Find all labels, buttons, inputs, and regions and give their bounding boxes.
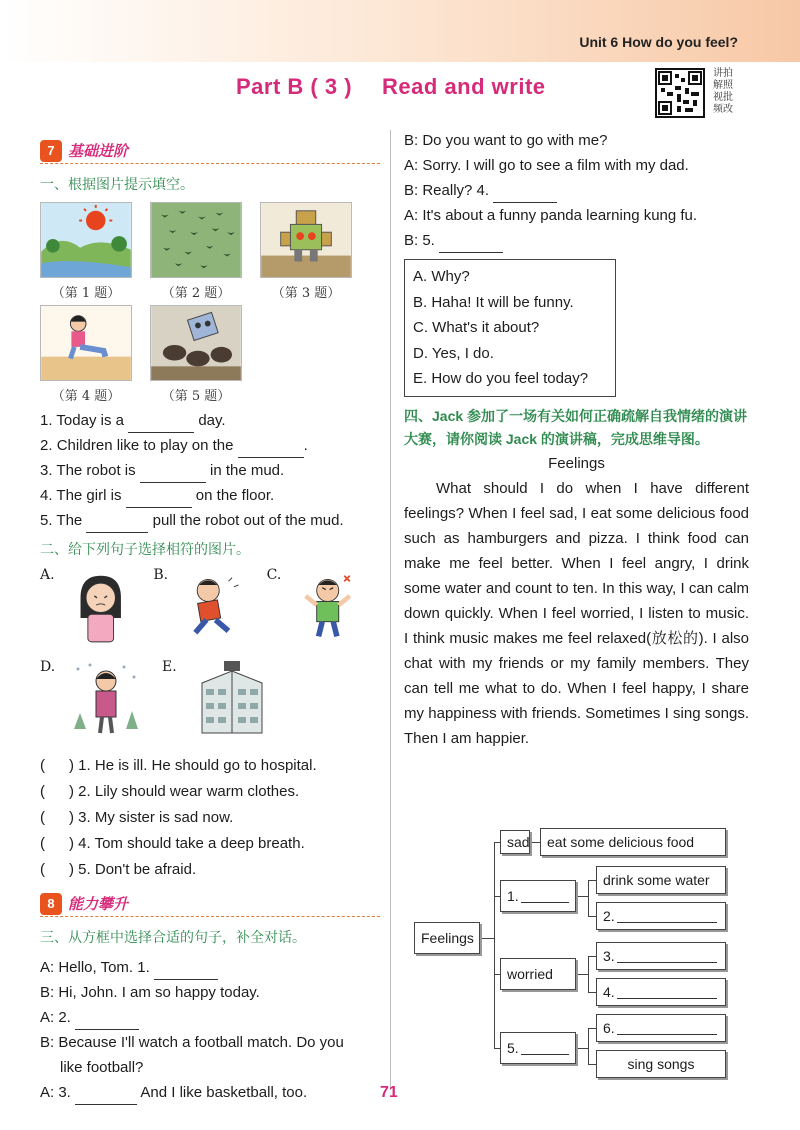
- header-band: [0, 0, 800, 62]
- answer-blank[interactable]: [75, 1012, 139, 1030]
- mm-connector: [588, 1028, 589, 1064]
- girl-sitting-icon: [40, 305, 132, 381]
- q1-caption-4: （第 4 题）: [51, 389, 121, 404]
- option-letter: B.: [153, 567, 169, 583]
- q1-caption-3: （第 3 题）: [271, 286, 341, 301]
- q3-heading: 三、从方框中选择合适的句子，补全对话。: [40, 929, 306, 945]
- q2-heading: 二、给下列句子选择相符的图片。: [40, 541, 250, 557]
- right-column: [404, 128, 749, 751]
- answer-blank[interactable]: [126, 490, 192, 508]
- robot-mud-icon: [260, 202, 352, 278]
- option-item: E. How do you feel today?: [413, 370, 589, 387]
- answer-blank[interactable]: [617, 1021, 717, 1035]
- q1-item-5: 5. The pull the robot out of the mud.: [40, 508, 380, 533]
- q2-item-5: ( ) 5. Don't be afraid.: [40, 861, 197, 878]
- answer-blank[interactable]: [128, 415, 194, 433]
- answer-blank[interactable]: [617, 909, 717, 923]
- q1-picture-4: [40, 305, 132, 404]
- section-title: 能力攀升: [68, 896, 129, 913]
- mm-connector: [588, 880, 589, 916]
- scared-running-boy-icon: [177, 567, 250, 647]
- sad-girl-icon: [64, 567, 137, 647]
- q1-caption-1: （第 1 题）: [51, 286, 121, 301]
- angry-boy-icon: [291, 567, 364, 647]
- qr-code-icon[interactable]: [655, 68, 705, 118]
- animals-pulling-robot-icon: [150, 305, 242, 381]
- mm-connector: [588, 916, 596, 917]
- dialogue-line: B: Because I'll watch a football match. Do you: [40, 1034, 344, 1051]
- option-item: D. Yes, I do.: [413, 344, 494, 362]
- answer-blank[interactable]: [521, 1041, 569, 1055]
- answer-blank[interactable]: [154, 962, 218, 980]
- q2-item-3: ( ) 3. My sister is sad now.: [40, 809, 234, 826]
- answer-blank[interactable]: [140, 465, 206, 483]
- q1-item-4: 4. The girl is on the floor.: [40, 483, 380, 508]
- q3-options-box: [404, 259, 616, 397]
- q1-items: [40, 408, 380, 533]
- title-name: Read and write: [382, 74, 546, 99]
- page-title: [236, 74, 546, 100]
- option-item: A. Why?: [413, 268, 470, 285]
- answer-blank[interactable]: [439, 235, 503, 253]
- answer-blank[interactable]: [86, 515, 148, 533]
- mm-node-drink: drink some water: [596, 866, 726, 894]
- mm-node-worried: worried: [500, 958, 576, 990]
- option-letter: C.: [266, 567, 282, 583]
- option-letter: A.: [40, 567, 55, 583]
- section-badge-icon: 7: [40, 140, 62, 162]
- dialogue-line: B: Really? 4.: [404, 178, 749, 203]
- q2-item-2: ( ) 2. Lily should wear warm clothes.: [40, 783, 300, 800]
- essay-title: Feelings: [548, 454, 605, 472]
- mm-connector: [576, 896, 588, 897]
- mm-node-sad: sad: [500, 830, 530, 854]
- q3-dialogue-right: [404, 128, 749, 253]
- cold-girl-snow-icon: [66, 659, 146, 739]
- column-divider: [390, 130, 391, 1090]
- q2-picture-row-1: [40, 567, 380, 647]
- mm-connector: [530, 842, 540, 843]
- sunny-landscape-icon: [40, 202, 132, 278]
- dialogue-line: A: Hello, Tom. 1.: [40, 955, 380, 980]
- option-item: C. What's it about?: [413, 319, 540, 336]
- mm-node-blank-3[interactable]: 3.: [596, 942, 726, 970]
- mm-connector: [494, 842, 495, 1048]
- mm-connector: [480, 938, 494, 939]
- q2-item-4: ( ) 4. Tom should take a deep breath.: [40, 835, 305, 852]
- dialogue-line: B: Do you want to go with me?: [404, 132, 608, 149]
- mm-connector: [576, 1048, 588, 1049]
- mm-node-sing: sing songs: [596, 1050, 726, 1078]
- dialogue-line: B: 5.: [404, 228, 749, 253]
- section-badge-icon: 8: [40, 893, 62, 915]
- q1-picture-1: [40, 202, 132, 301]
- q1-item-1: 1. Today is a day.: [40, 408, 380, 433]
- mm-node-blank-5[interactable]: 5.: [500, 1032, 576, 1064]
- q1-item-2: 2. Children like to play on the .: [40, 433, 380, 458]
- answer-blank[interactable]: [617, 985, 717, 999]
- playground-birds-icon: [150, 202, 242, 278]
- unit-label: Unit 6 How do you feel?: [579, 34, 738, 50]
- q1-caption-2: （第 2 题）: [161, 286, 231, 301]
- mm-connector: [588, 956, 589, 992]
- mm-connector: [588, 956, 596, 957]
- mm-root-node: Feelings: [414, 922, 480, 954]
- dialogue-line: A: 2.: [40, 1005, 380, 1030]
- mm-node-blank-2[interactable]: 2.: [596, 902, 726, 930]
- q1-picture-row: [40, 202, 380, 301]
- mm-connector: [588, 1064, 596, 1065]
- answer-blank[interactable]: [521, 889, 569, 903]
- mm-node-blank-6[interactable]: 6.: [596, 1014, 726, 1042]
- q1-picture-2: [150, 202, 242, 301]
- title-part: Part B ( 3 ): [236, 74, 353, 99]
- q1-heading: 一、根据图片提示填空。: [40, 176, 194, 192]
- mm-node-blank-1[interactable]: 1.: [500, 880, 576, 912]
- mm-connector: [588, 880, 596, 881]
- qr-side-text: 讲拍 解照 视批 频改: [713, 68, 733, 115]
- option-letter: E.: [162, 659, 177, 675]
- q4-heading: 四、Jack 参加了一场有关如何正确疏解自我情绪的演讲大赛，请你阅读 Jack 的演讲稿，完成思维导图。: [404, 407, 748, 447]
- essay-body: What should I do when I have different feelings? When I feel sad, I eat some delicious food such as hamburgers and pizza. I think food can make me feel better. When I feel angry, I drink some water and count to ten. In this way, I can calm down quickly. When I feel worried, I listen to music. I think music makes me feel relaxed(放松的). I also chat with my friends or my family members. They can tell me what to do. When I feel happy, I share my happiness with friends. Sometimes I sing songs. Then I am happier.: [404, 479, 749, 747]
- section-advanced-header: [40, 891, 380, 917]
- dialogue-line: A: 3. And I like basketball, too.: [40, 1080, 380, 1105]
- q2-picture-row-2: [40, 659, 380, 739]
- dialogue-line: B: Hi, John. I am so happy today.: [40, 984, 260, 1001]
- mm-connector: [588, 992, 596, 993]
- mm-node-sad-action: eat some delicious food: [540, 828, 726, 856]
- mm-connector: [576, 974, 588, 975]
- dialogue-line: A: Sorry. I will go to see a film with my dad.: [404, 157, 689, 174]
- mm-connector: [588, 1028, 596, 1029]
- answer-blank[interactable]: [75, 1087, 137, 1105]
- q1-picture-row-2: [40, 305, 380, 404]
- section-basic-header: [40, 138, 380, 164]
- answer-blank[interactable]: [238, 440, 304, 458]
- section-title: 基础进阶: [68, 143, 129, 160]
- page-number: 71: [380, 1084, 398, 1101]
- option-item: B. Haha! It will be funny.: [413, 293, 574, 311]
- mm-node-blank-4[interactable]: 4.: [596, 978, 726, 1006]
- option-letter: D.: [40, 659, 56, 675]
- hospital-building-icon: [188, 659, 274, 739]
- q1-picture-5: [150, 305, 242, 404]
- q1-picture-3: [260, 202, 352, 301]
- dialogue-line: A: It's about a funny panda learning kung fu.: [404, 207, 698, 224]
- q2-items: [40, 753, 380, 883]
- q1-item-3: 3. The robot is in the mud.: [40, 458, 380, 483]
- left-column: [40, 138, 380, 1105]
- q1-caption-5: （第 5 题）: [161, 389, 231, 404]
- q2-item-1: ( ) 1. He is ill. He should go to hospital.: [40, 757, 317, 774]
- answer-blank[interactable]: [493, 185, 557, 203]
- q3-dialogue-left: [40, 955, 380, 1105]
- dialogue-line: like football?: [60, 1059, 144, 1076]
- answer-blank[interactable]: [617, 949, 717, 963]
